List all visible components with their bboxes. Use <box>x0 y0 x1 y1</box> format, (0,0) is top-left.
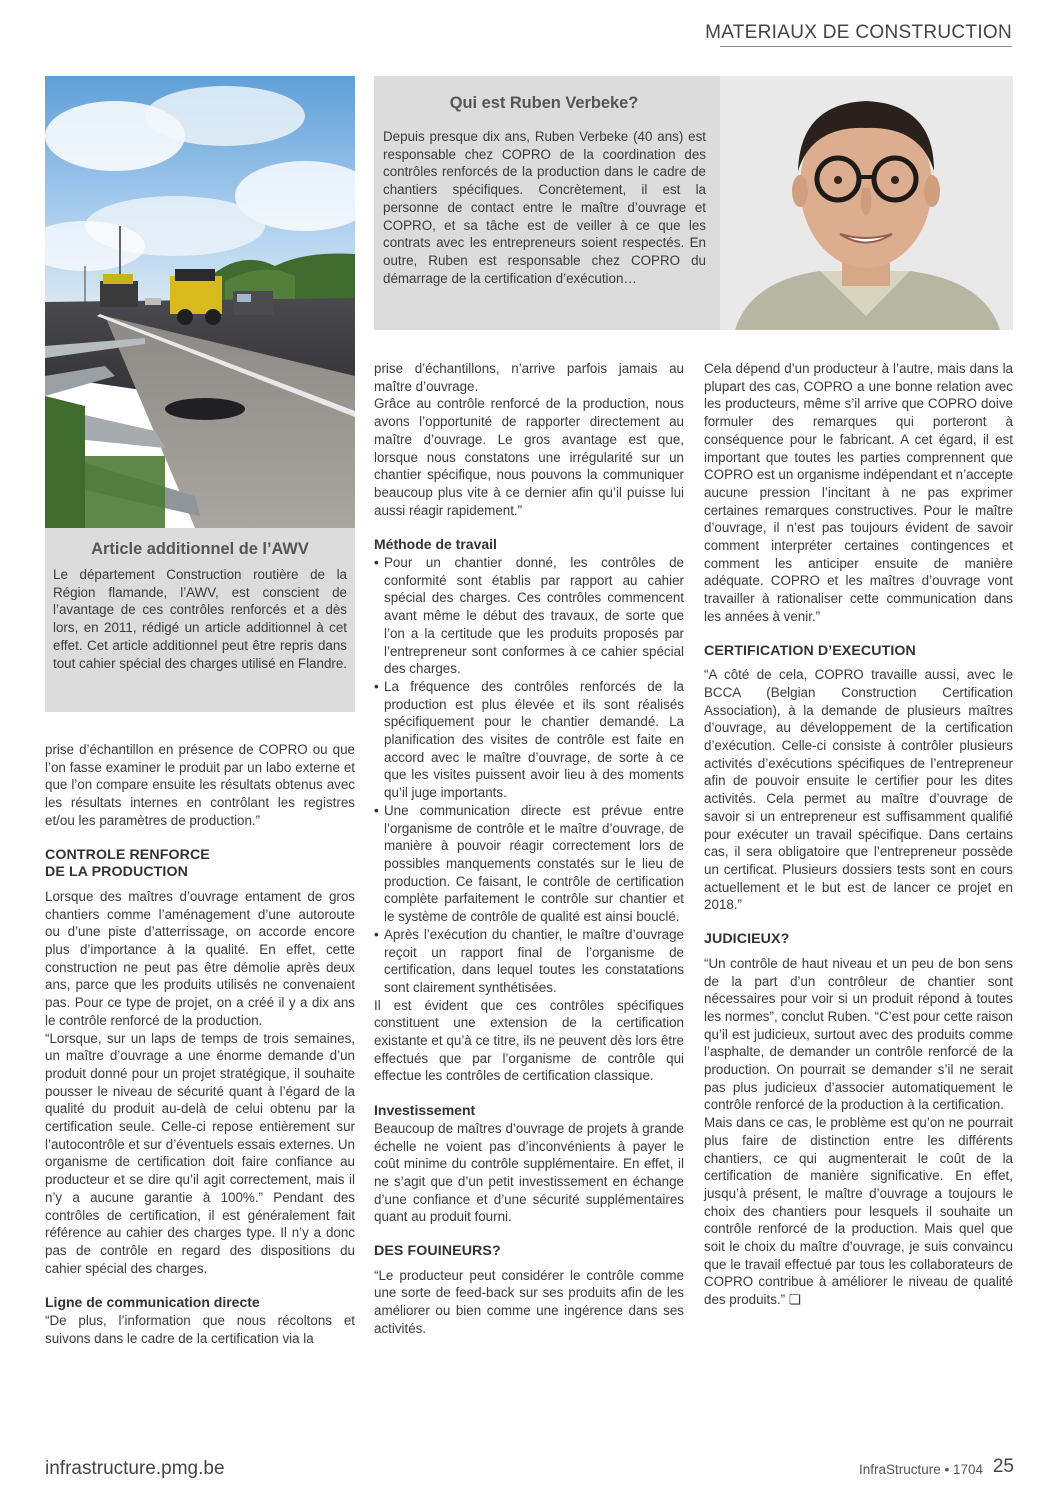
paragraph: “Un contrôle de haut niveau et un peu de bon sens de la part d’un contrôleur de chantier sont nécessaires pour voir si un produit répond à toutes les normes”, conclut Ruben. “C’est pour cette raison qu’il est judicieux, surtout avec des produits comme l’asphalte, de demander un contrôle renforcé de la production. On pourrait se demander s’il ne serait pas plus judicieux d’associer automatiquement le contrôle renforcé de la production à la certification. <box>704 955 1013 1113</box>
awv-box-text: Le département Construction routière de la Région flamande, l’AWV, est conscient de l’avantage de ces contrôles renforcés et a dès lors, en 2011, rédigé un article additionnel à cet effet. Cet article additionnel peut être repris dans tout cahier spécial des charges utilisé en Flandre. <box>53 567 348 671</box>
list-item: • Après l’exécution du chantier, le maître d’ouvrage reçoit un rapport final de l’organisme de certification, dans lequel toutes les constatations sont clairement synthétisées. <box>374 926 684 997</box>
column-3 <box>704 360 1013 1309</box>
paragraph: Beaucoup de maîtres d’ouvrage de projets à grande échelle ne voient pas d’inconvénients à payer le coût minime du contrôle supplémentaire. En effet, il ne s’agit que d’un petit investissement en échange d’une confiance et d’une sécurité supplémentaires quant au produit fourni. <box>374 1120 684 1225</box>
awv-sidebar-box <box>45 528 355 712</box>
paragraph: “Lorsque, sur un laps de temps de trois semaines, un maître d’ouvrage a une énorme demande d’un produit donné pour un projet stratégique, il souhaite pousser le niveau de sécurité quant à l’égard de la qualité du produit au-delà de celui obtenu par la certification seule. Celle-ci repose entièrement sur l’autocontrôle et sur d’éventuels essais externes. Un organisme de certification doit faire confiance au producteur et se dire qu’il agit correctement, mais il n’y a aucune garantie à 100%.” Pendant des contrôles de certification, il est généralement fait référence au cahier des charges type. Il n’y a donc pas de contrôle en regard des dispositions du cahier spécial des charges. <box>45 1030 355 1276</box>
paragraph: prise d’échantillons, n’arrive parfois jamais au maître d’ouvrage. <box>374 361 684 394</box>
section-rule <box>720 46 1012 47</box>
list-item: • Une communication directe est prévue entre l’organisme de contrôle et le maître d’ouvrage, de manière à pouvoir réagir correctement lors de possibles manquements constatés sur le lieu de production. Ce faisant, le contrôle de certification complète parfaitement le contrôle sur chantier et le système de contrôle de qualité est ainsi bouclé. <box>374 802 684 926</box>
paragraph: “De plus, l’information que nous récoltons et suivons dans le cadre de la certification via la <box>45 1313 355 1346</box>
paragraph: Lorsque des maîtres d’ouvrage entament de gros chantiers comme l’aménagement d’une autoroute ou d’une piste d’atterrissage, on accorde encore plus d’importance à la qualité. En effet, cette construction ne peut pas être démolie après deux ans, parce que les produits utilisés ne convenaient pas. Pour ce type de projet, on a créé il y a dix ans le contrôle renforcé de la production. <box>45 888 355 1028</box>
road-construction-photo <box>45 76 355 528</box>
profile-box-title: Qui est Ruben Verbeke? <box>449 94 639 112</box>
section-title: MATERIAUX DE CONSTRUCTION <box>705 22 1012 43</box>
method-bullet-list <box>374 554 684 997</box>
page-number: 25 <box>992 1456 1014 1477</box>
paragraph: prise d’échantillon en présence de COPRO ou que l’on fasse examiner le produit par un labo externe et que l’on compare ensuite les résultats obtenus avec les résultats internes en contrôlant les registres et/ou les paramètres de production.” <box>45 742 355 828</box>
paragraph: “Le producteur peut considérer le contrôle comme une sorte de feed-back sur ses produits afin de les améliorer ou bien comme une ingérence dans ses activités. <box>374 1267 684 1336</box>
footer-magazine-issue: InfraStructure • 1704 <box>858 1462 983 1477</box>
paragraph: Grâce au contrôle renforcé de la production, nous avons l’opportunité de rapporter directement au maître d’ouvrage. Le gros avantage est que, lorsque nous constatons une irrégularité sur un chantier spécifique, nous pouvons la communiquer beaucoup plus vite à ce dernier afin qu’il puisse lui aussi réagir rapidement.” <box>374 396 684 518</box>
end-of-article-icon: ❏ <box>788 1292 801 1308</box>
awv-box-title: Article additionnel de l’AWV <box>91 540 309 558</box>
portrait-photo <box>720 76 1013 330</box>
column-2 <box>374 360 684 1338</box>
heading: CERTIFICATION D’EXECUTION <box>704 642 916 659</box>
paragraph: Il est évident que ces contrôles spécifiques constituent une extension de la certification existante et qu’à ce titre, ils ne peuvent dès lors être effectués que par l’organisme de contrôle qui effectue les contrôles de certification classique. <box>374 997 684 1084</box>
heading: DE LA PRODUCTION <box>45 864 188 881</box>
list-item: • La fréquence des contrôles renforcés de la production est plus élevée et ils sont réalisés spécifiquement pour le chantier demandé. La planification des visites de contrôle est faite en accord avec le maître d’ouvrage, de sorte à ce que les visites puissent avoir lieu à des moments qu’il juge importants. <box>374 678 684 802</box>
paragraph-final <box>704 1114 1013 1309</box>
paragraph-text: Mais dans ce cas, le problème est qu’on ne pourrait plus faire de distinction entre les différents chantiers, ce qui augmenterait le coût de la certification de manière significative. En effet, jusqu’à présent, le maître d’ouvrage a toujours le choix des chantiers pour lesquels il souhaite un contrôle renforcé de la production. Mais quel que soit le choix du maître d’ouvrage, je suis convaincu que le travail effectué par tous les collaborateurs de COPRO contribue à améliorer le niveau de qualité des produits.” <box>704 1115 1013 1308</box>
subheading: Investissement <box>374 1102 476 1119</box>
subheading: Méthode de travail <box>374 536 497 553</box>
heading: DES FOUINEURS? <box>374 1243 501 1260</box>
list-item: • Pour un chantier donné, les contrôles de conformité sont établis par rapport au cahier spécial des charges. Ces contrôles commencent avant même le début des travaux, de sorte que l’on a la certitude que les produits proposés par l’entrepreneur sont conformes à ce cahier spécial des charges. <box>374 554 684 678</box>
profile-box-text: Depuis presque dix ans, Ruben Verbeke (40 ans) est responsable chez COPRO de la coordination des contrôles renforcés de la production dans le cadre de chantiers spécifiques. Concrètement, il est la personne de contact entre le maître d’ouvrage et COPRO, et sa tâche est de veiller à ce que les contrats avec les entrepreneurs soient respectés. En outre, Ruben est responsable chez COPRO du démarrage de la certification d’exécution… <box>383 129 706 286</box>
heading: CONTROLE RENFORCE <box>45 846 210 863</box>
column-1 <box>45 741 355 1348</box>
profile-sidebar-box <box>374 76 1013 330</box>
paragraph: “A côté de cela, COPRO travaille aussi, avec le BCCA (Belgian Construction Certification Association), à la demande de plusieurs maîtres d’ouvrage, au développement de la certification d’exécution. Celle-ci consiste à contrôler plusieurs activités d’exécutions spécifiques de l’entrepreneur afin de pouvoir ensuite le certifier pour les dites activités. Cela permet au maître d’ouvrage de savoir si un entrepreneur est suffisamment qualifié pour exécuter un travail spécifique. Dans certains cas, il sera obligatoire que l’entrepreneur possède un certificat. Plusieurs dossiers tests sont en cours actuellement et le but est de lancer ce projet en 2018.” <box>704 667 1013 913</box>
paragraph: Cela dépend d’un producteur à l’autre, mais dans la plupart des cas, COPRO a une bonne relation avec les producteurs, même s’il arrive que COPRO doive formuler des remarques qui porteront à conséquence pour le fabricant. A cet égard, il est important que toutes les parties comprennent que COPRO est un organisme indépendant et n’accepte aucune pression l’incitant à ne pas exprimer certaines remarques constructives. Pour le maître d’ouvrage, il n’est pas toujours évident de savoir comment interpréter certaines contingences et comment les anticiper ensuite de manière adéquate. COPRO et les maîtres d’ouvrage vont travailler à rationaliser cette communication dans les années à venir.” <box>704 361 1013 624</box>
footer-website-link[interactable]: infrastructure.pmg.be <box>45 1458 225 1479</box>
heading: JUDICIEUX? <box>704 931 790 948</box>
subheading: Ligne de communication directe <box>45 1294 260 1311</box>
